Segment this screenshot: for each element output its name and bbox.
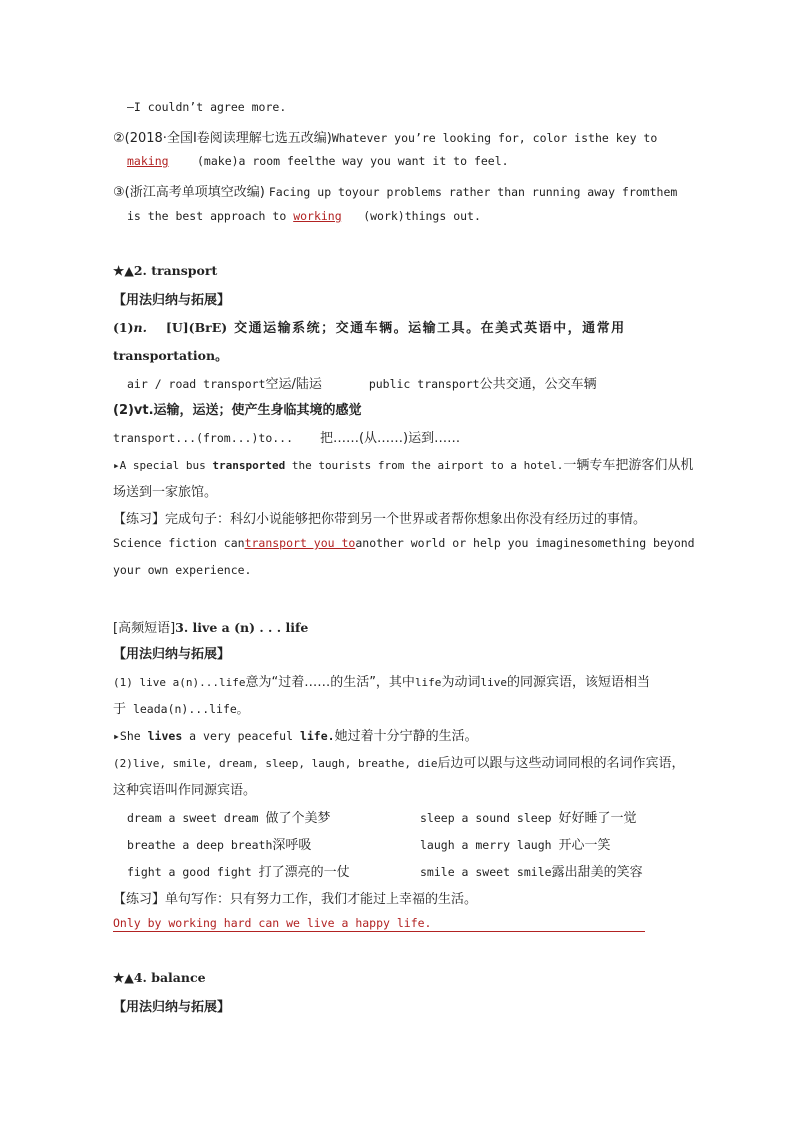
answer-blank: Only by working hard can we live a happy life. (113, 916, 645, 932)
definition-2: (2)live, smile, dream, sleep, laugh, breathe, die后边可以跟与这些动词同根的名词作宾语， (113, 756, 685, 771)
example-sentence: ▸A special bus transported the tourists from the airport to a hotel.一辆专车把游客们从机 (113, 458, 694, 473)
exercise-source: (2018·全国Ⅰ卷阅读理解七选五改编) (124, 131, 332, 146)
answer-blank: making (127, 154, 169, 168)
usage-heading: 【用法归纳与拓展】 (113, 1000, 231, 1015)
exercise-3-cont: is the best approach to working (work)things out. (127, 209, 481, 223)
example-sentence: ▸She lives a very peaceful life.她过着十分宁静的生活。 (113, 729, 478, 744)
phrase-row: air / road transport空运/陆运 public transport公共交通，公交车辆 (127, 377, 597, 392)
usage-heading: 【用法归纳与拓展】 (113, 293, 231, 308)
exercise-3: ③(浙江高考单项填空改编) Facing up toyour problems rather than running away fromthem (113, 185, 678, 200)
exercise-2-cont: making (make)a room feelthe way you want it to feel. (127, 154, 509, 168)
practice-answer: Science fiction cantransport you toanother world or help you imaginesomething beyond (113, 536, 695, 550)
answer-blank: working (293, 209, 342, 223)
phrase-row: laugh a merry laugh 开心一笑 (420, 838, 611, 853)
exercise-2: ②(2018·全国Ⅰ卷阅读理解七选五改编)Whatever you’re looking for, color isthe key to (113, 131, 658, 146)
answer-blank: transport you to (244, 536, 356, 550)
usage-heading: 【用法归纳与拓展】 (113, 647, 231, 662)
phrase-row: breathe a deep breath深呼吸 (127, 838, 312, 853)
practice-answer (113, 916, 645, 932)
phrase-row: dream a sweet dream 做了个美梦 (127, 811, 331, 826)
practice-prompt: 【练习】单句写作：只有努力工作，我们才能过上幸福的生活。 (113, 892, 478, 907)
definition-1: (1)n. [U](BrE) 交通运输系统；交通车辆。运输工具。在美式英语中，通常用 (113, 320, 626, 336)
phrase-row: sleep a sound sleep 好好睡了一觉 (420, 811, 637, 826)
section-title: [高频短语]3. live a (n) . . . life (113, 620, 309, 636)
dialogue-line: —I couldn’t agree more. (127, 100, 287, 114)
phrase-row: fight a good fight 打了漂亮的一仗 (127, 865, 350, 880)
phrase-row: smile a sweet smile露出甜美的笑容 (420, 865, 643, 880)
exercise-source: (浙江高考单项填空改编) (124, 185, 265, 200)
section-title: ★▲2. transport (113, 263, 218, 278)
definition-2: (2)vt.运输，运送；使产生身临其境的感觉 (113, 403, 362, 418)
practice-prompt: 【练习】完成句子：科幻小说能够把你带到另一个世界或者帮你想象出你没有经历过的事情。 (113, 512, 647, 527)
section-title: ★▲4. balance (113, 970, 206, 985)
document-page: —I couldn’t agree more. ②(2018·全国Ⅰ卷阅读理解七选五改编)Whatever you’re looking for, color isthe key to making (make)a room feelthe way you want it to feel. ③(浙江高考单项填空改编) Facing up toyour problems rather than running away fromthem is the best approach to working (work)things out. ★▲2. transport 【用法归纳与拓展】 (1)n. [U](BrE) 交通运输系统；交通车辆。运输工具。在美式英语中，通常用 transportation。 air / road transport空运/陆运 public transport公共交通，公交车辆 (2)vt.运输，运送；使产生身临其境的感觉 transport...(from...)to... 把……(从……)运到…… ▸A special bus transported the tourists from the airport to a hotel.一辆专车把游客们从机 场送到一家旅馆。 【练习】完成句子：科幻小说能够把你带到另一个世界或者帮你想象出你没有经历过的事情。 Science fiction cantransport you toanother world or help you imaginesomething beyond your own experience. [高频短语]3. live a (n) . . . life 【用法归纳与拓展】 (1) live a(n)...life意为“过着……的生活”，其中life为动词live的同源宾语，该短语相当 于 leada(n)...life。 ▸She lives a very peaceful life.她过着十分宁静的生活。 (2)live, smile, dream, sleep, laugh, breathe, die后边可以跟与这些动词同根的名词作宾语， 这种宾语叫作同源宾语。 dream a sweet dream 做了个美梦 sleep a sound sleep 好好睡了一觉 breathe a deep breath深呼吸 laugh a merry laugh 开心一笑 fight a good fight 打了漂亮的一仗 smile a sweet smile露出甜美的笑容 【练习】单句写作：只有努力工作，我们才能过上幸福的生活。 Only by working hard can we live a happy life. ★▲4. balance 【用法归纳与拓展】 (113, 100, 695, 1015)
pattern-row: transport...(from...)to... 把……(从……)运到…… (113, 431, 461, 446)
definition-1: (1) live a(n)...life意为“过着……的生活”，其中life为动词live的同源宾语，该短语相当 (113, 675, 650, 690)
